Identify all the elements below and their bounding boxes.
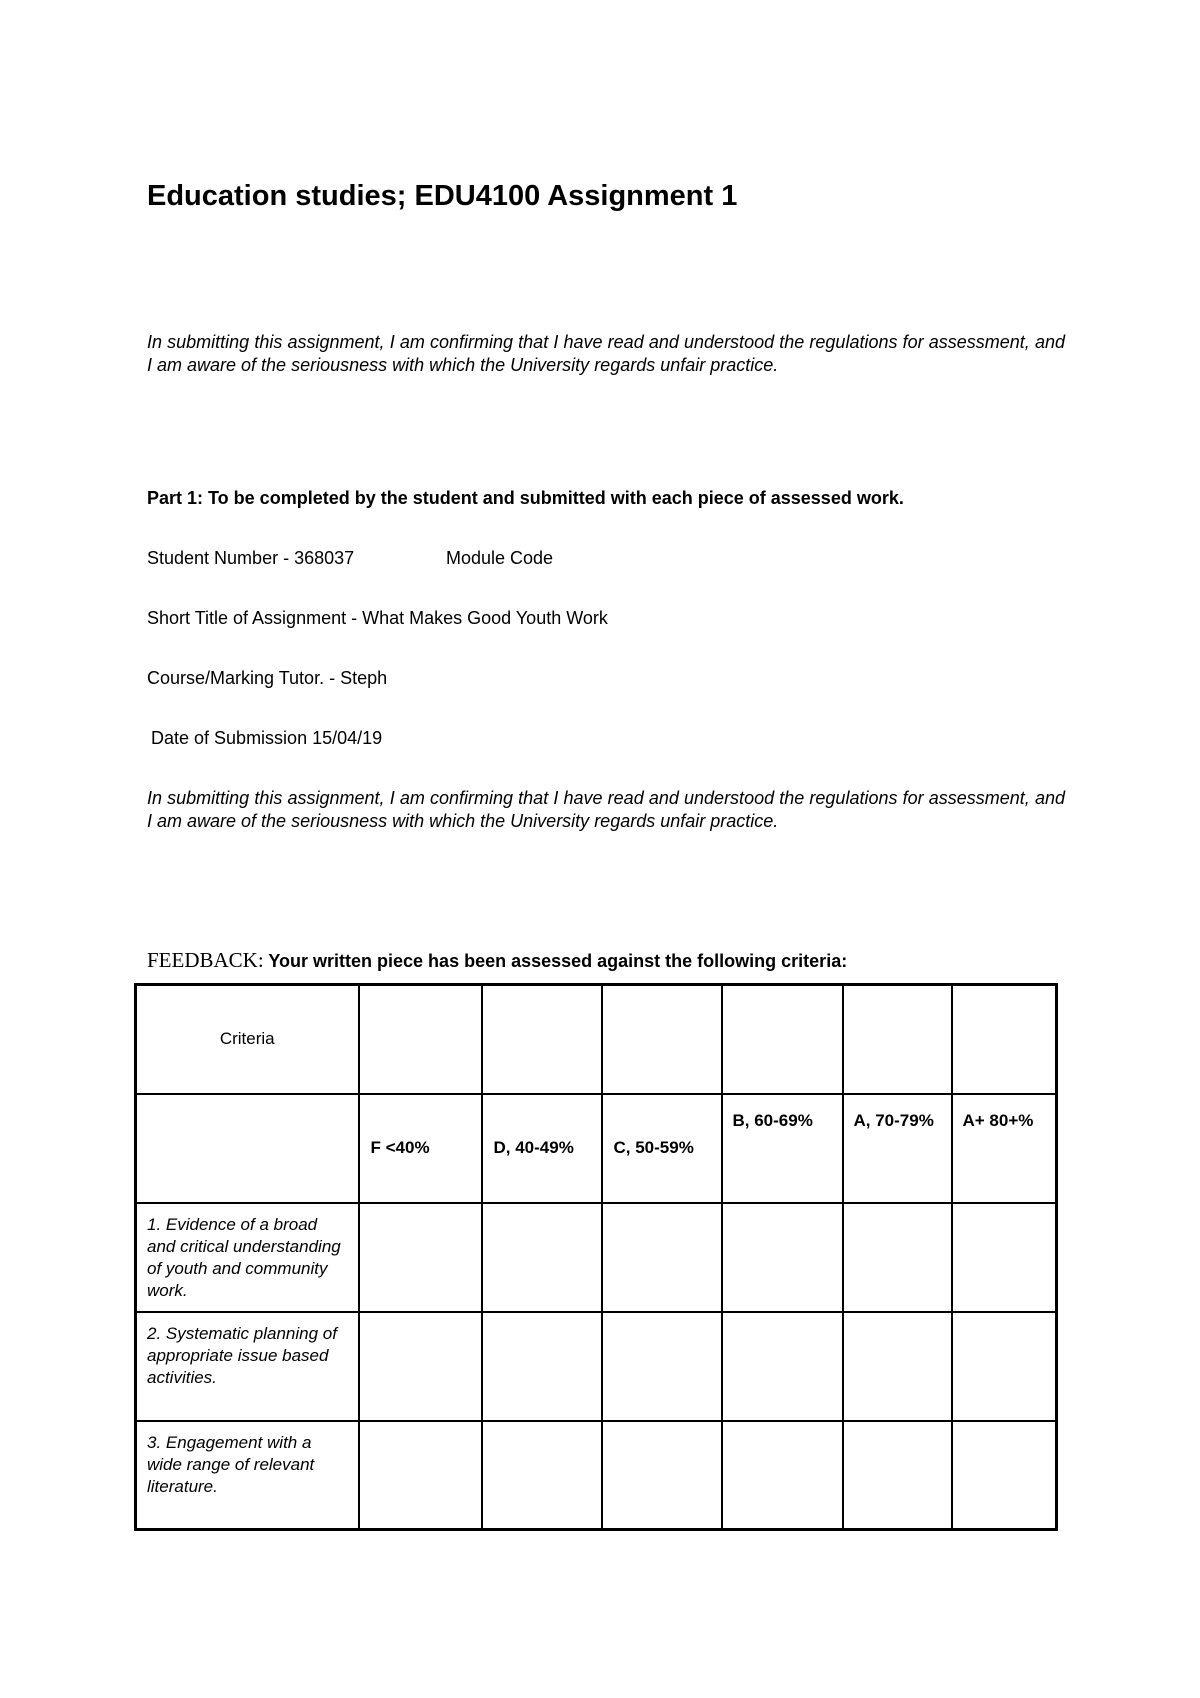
grade-f-cell: F <40% [359,1094,482,1203]
table-cell [482,1312,602,1421]
declaration-text-bottom: In submitting this assignment, I am confirming that I have read and understood the regulations for assessment, and I am aware of the seriousness with which the University regards unfair practice. [147,788,1065,831]
criteria-header-cell: Criteria [136,985,359,1094]
table-cell [359,1312,482,1421]
table-cell [952,985,1057,1094]
table-row [136,1203,1057,1312]
criterion-2-cell: 2. Systematic planning of appropriate issue based activities. [136,1312,359,1421]
grade-c-cell: C, 50-59% [602,1094,722,1203]
criteria-table [134,983,1058,1531]
table-cell [952,1203,1057,1312]
grade-b-cell: B, 60-69% [722,1094,843,1203]
student-number-field: Student Number - 368037 [147,548,355,568]
table-row [136,1312,1057,1421]
table-header-row [136,985,1057,1094]
table-cell [843,1203,952,1312]
table-cell [482,1203,602,1312]
table-cell [136,1094,359,1203]
table-cell [602,985,722,1094]
grade-d-cell: D, 40-49% [482,1094,602,1203]
grade-a-cell: A, 70-79% [843,1094,952,1203]
table-cell [602,1203,722,1312]
marking-tutor-field: Course/Marking Tutor. - Steph [147,668,388,688]
table-cell [722,985,843,1094]
table-cell [722,1312,843,1421]
table-cell [843,1421,952,1530]
feedback-label: FEEDBACK: [147,948,264,972]
table-cell [482,1421,602,1530]
declaration-text-top: In submitting this assignment, I am confirming that I have read and understood the regulations for assessment, and I am aware of the seriousness with which the University regards unfair practice. [147,332,1065,375]
criterion-3-cell: 3. Engagement with a wide range of relevant literature. [136,1421,359,1530]
table-cell [359,985,482,1094]
table-cell [722,1203,843,1312]
table-cell [952,1312,1057,1421]
grade-band-row [136,1094,1057,1203]
criterion-1-cell: 1. Evidence of a broad and critical understanding of youth and community work. [136,1203,359,1312]
table-cell [952,1421,1057,1530]
table-cell [843,985,952,1094]
grade-a-plus-cell: A+ 80+% [952,1094,1057,1203]
feedback-heading [147,948,847,973]
submission-date-field: Date of Submission 15/04/19 [151,728,383,748]
part1-heading: Part 1: To be completed by the student and submitted with each piece of assessed work. [147,488,904,508]
table-cell [482,985,602,1094]
document-title: Education studies; EDU4100 Assignment 1 [147,180,738,212]
table-cell [602,1421,722,1530]
table-row [136,1421,1057,1530]
module-code-field: Module Code [446,548,554,568]
assignment-title-field: Short Title of Assignment - What Makes Good Youth Work [147,608,608,628]
table-cell [359,1421,482,1530]
table-cell [843,1312,952,1421]
table-cell [722,1421,843,1530]
feedback-text: Your written piece has been assessed against the following criteria: [263,951,848,971]
table-cell [602,1312,722,1421]
table-cell [359,1203,482,1312]
